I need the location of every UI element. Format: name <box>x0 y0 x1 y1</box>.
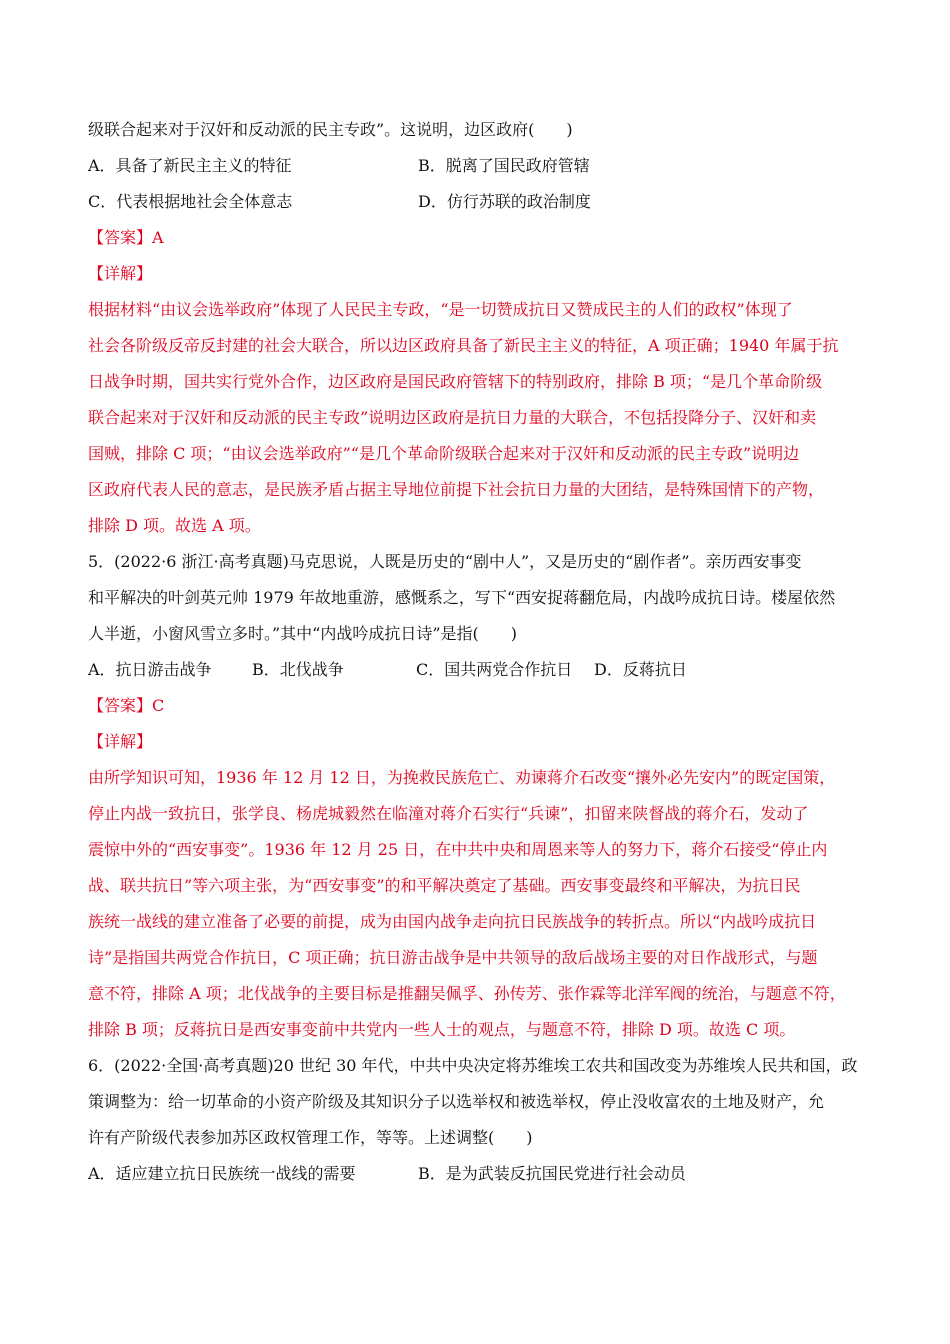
q4-answer: 【答案】A <box>88 228 164 247</box>
q4-explanation-line: 区政府代表人民的意志，是民族矛盾占据主导地位前提下社会抗日力量的大团结，是特殊国情下的产物， <box>88 480 825 499</box>
q4-option-c: C．代表根据地社会全体意志 <box>88 192 293 211</box>
q6-stem-line: 6．(2022·全国·高考真题)20 世纪 30 年代，中共中央决定将苏维埃工农共和国改变为苏维埃人民共和国，政 <box>88 1056 858 1075</box>
q6-option-b: B．是为武装反抗国民党进行社会动员 <box>418 1164 686 1183</box>
q4-explanation-line: 根据材料“由议会选举政府”体现了人民民主专政，“是一切赞成抗日又赞成民主的人们的政权”体现了 <box>88 300 793 319</box>
q5-explanation-line: 战、联共抗日”等六项主张，为“西安事变”的和平解决奠定了基础。西安事变最终和平解决，为抗日民 <box>88 876 801 895</box>
q5-stem-line: 人半逝，小窗风雪立多时。”其中“内战吟成抗日诗”是指( ) <box>88 624 518 643</box>
q4-explanation-line: 联合起来对于汉奸和反动派的民主专政”说明边区政府是抗日力量的大联合，不包括投降分子、汉奸和卖 <box>88 408 817 427</box>
q6-stem-line: 许有产阶级代表参加苏区政权管理工作，等等。上述调整( ) <box>88 1128 533 1147</box>
q4-options-row-2 <box>88 184 868 220</box>
q5-option-a: A．抗日游击战争 <box>88 660 212 679</box>
q5-explanation-line: 排除 B 项；反蒋抗日是西安事变前中共党内一些人士的观点，与题意不符，排除 D 项。故选 C 项。 <box>88 1020 796 1039</box>
q5-options-row <box>88 652 868 688</box>
q4-stem-tail: 级联合起来对于汉奸和反动派的民主专政”。这说明，边区政府( ) <box>88 120 573 139</box>
q5-answer: 【答案】C <box>88 696 165 715</box>
q5-explanation-line: 由所学知识可知，1936 年 12 月 12 日，为挽救民族危亡、劝谏蒋介石改变“攘外必先安内”的既定国策， <box>88 768 836 787</box>
q4-detail-label: 【详解】 <box>88 264 153 283</box>
q5-explanation-line: 震惊中外的“西安事变”。1936 年 12 月 25 日，在中共中央和周恩来等人的努力下，蒋介石接受“停止内 <box>88 840 828 859</box>
q5-explanation-line: 族统一战线的建立准备了必要的前提，成为由国内战争走向抗日民族战争的转折点。所以“内战吟成抗日 <box>88 912 817 931</box>
q5-stem-line: 5．(2022·6 浙江·高考真题)马克思说，人既是历史的“剧中人”，又是历史的“剧作者”。亲历西安事变 <box>88 552 802 571</box>
q5-option-d: D．反蒋抗日 <box>594 660 687 679</box>
q5-detail-label: 【详解】 <box>88 732 153 751</box>
q5-option-c: C．国共两党合作抗日 <box>416 660 573 679</box>
q6-options-row <box>88 1156 868 1192</box>
q5-explanation-line: 停止内战一致抗日，张学良、杨虎城毅然在临潼对蒋介石实行“兵谏”，扣留来陕督战的蒋介石，发动了 <box>88 804 809 823</box>
q4-option-b: B．脱离了国民政府管辖 <box>418 156 590 175</box>
q4-explanation-line: 社会各阶级反帝反封建的社会大联合，所以边区政府具备了新民主主义的特征，A 项正确；1940 年属于抗 <box>88 336 839 355</box>
q4-explanation-line: 日战争时期，国共实行党外合作，边区政府是国民政府管辖下的特别政府，排除 B 项；“是几个革命阶级 <box>88 372 823 391</box>
q5-explanation-line: 诗”是指国共两党合作抗日，C 项正确；抗日游击战争是中共领导的敌后战场主要的对日作战形式，与题 <box>88 948 818 967</box>
q4-explanation-line: 国贼，排除 C 项；“由议会选举政府”“是几个革命阶级联合起来对于汉奸和反动派的民主专政”说明边 <box>88 444 800 463</box>
q4-options-row-1 <box>88 148 868 184</box>
document-page <box>88 112 868 1192</box>
q4-option-a: A．具备了新民主主义的特征 <box>88 156 292 175</box>
q5-option-b: B．北伐战争 <box>252 660 344 679</box>
q6-stem-line: 策调整为：给一切革命的小资产阶级及其知识分子以选举权和被选举权，停止没收富农的土地及财产，允 <box>88 1092 825 1111</box>
q5-explanation-line: 意不符，排除 A 项；北伐战争的主要目标是推翻吴佩孚、孙传芳、张作霖等北洋军阀的统治，与题意不符， <box>88 984 846 1003</box>
q4-explanation-line: 排除 D 项。故选 A 项。 <box>88 516 261 535</box>
q5-stem-line: 和平解决的叶剑英元帅 1979 年故地重游，感慨系之，写下“西安捉蒋翻危局，内战吟成抗日诗。楼屋依然 <box>88 588 836 607</box>
q4-option-d: D．仿行苏联的政治制度 <box>418 192 591 211</box>
q6-option-a: A．适应建立抗日民族统一战线的需要 <box>88 1164 356 1183</box>
